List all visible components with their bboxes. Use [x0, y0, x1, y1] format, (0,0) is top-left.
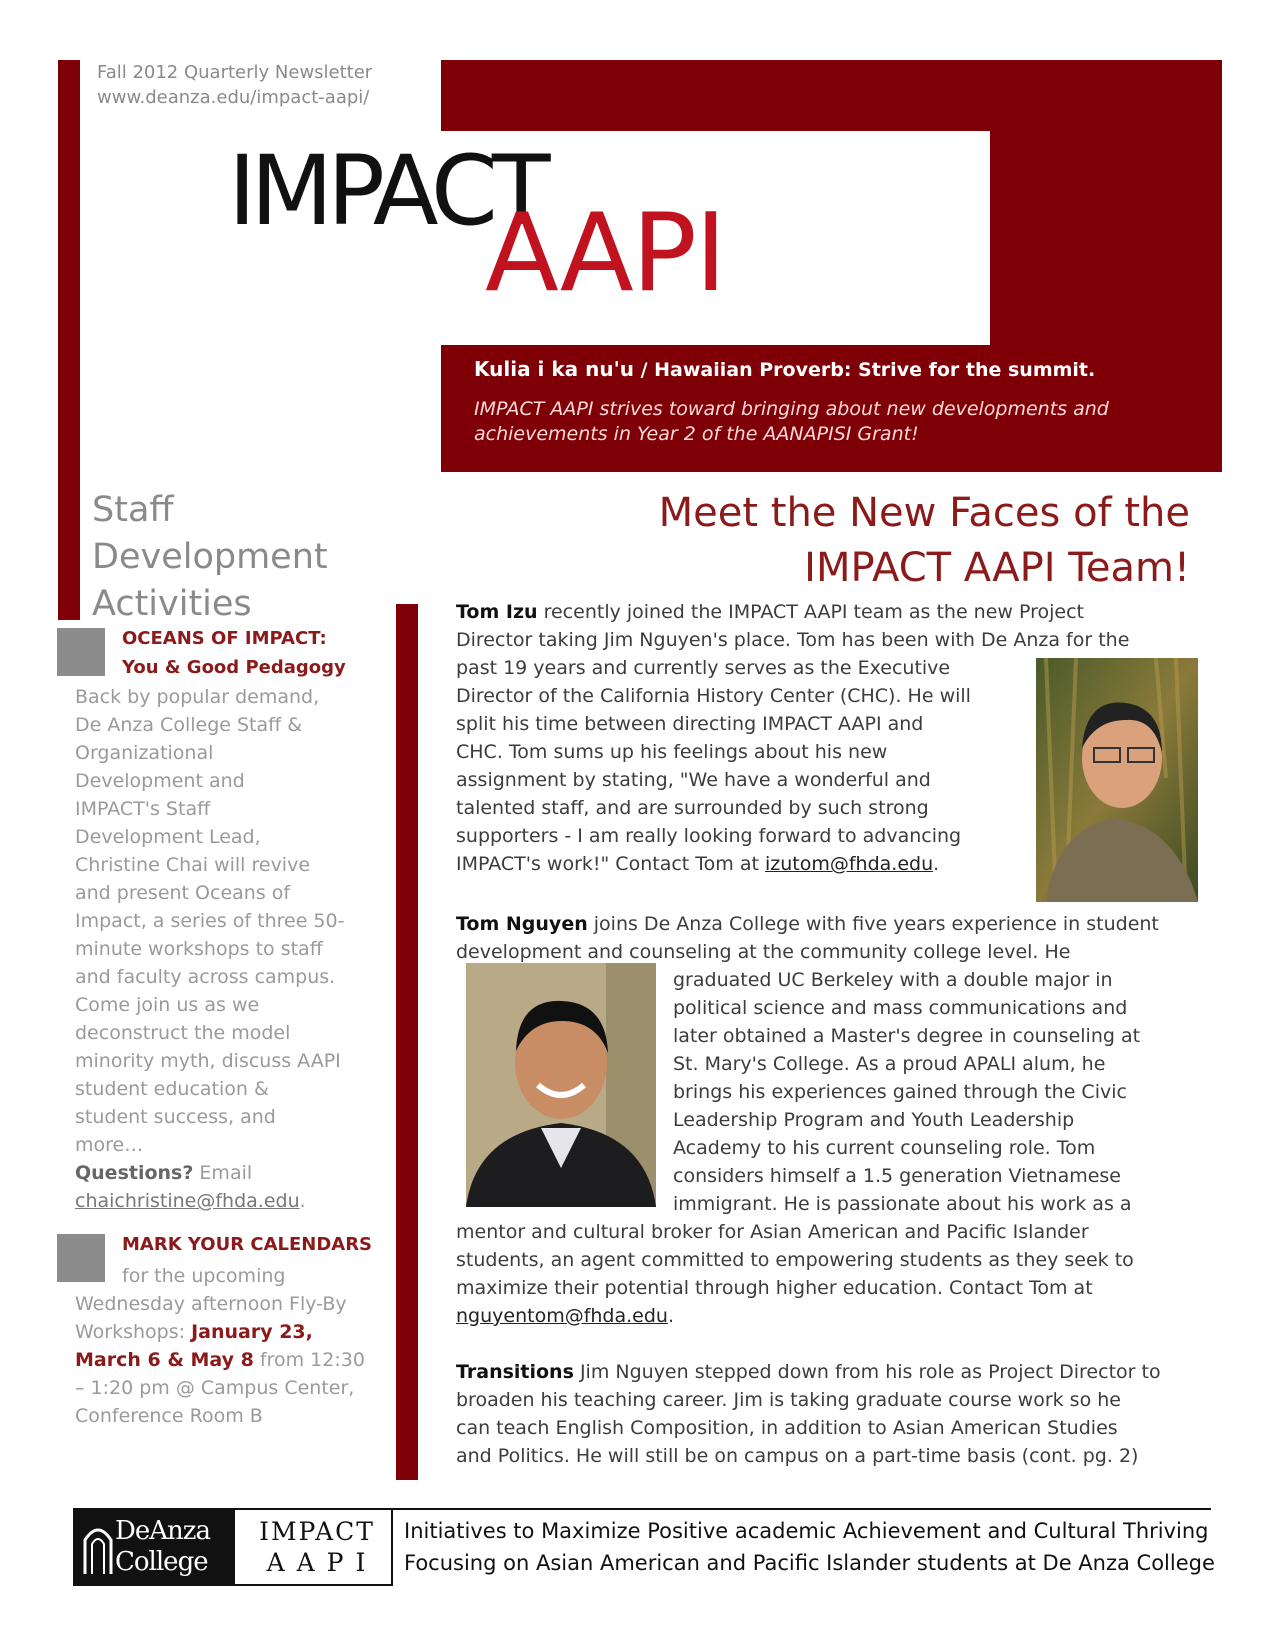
- text-line: [456, 598, 1176, 626]
- date-mar-may: March 6 & May 8: [75, 1349, 254, 1371]
- punctuation: .: [667, 1305, 675, 1327]
- footer-line2: Focusing on Asian American and Pacific Islander students at De Anza College: [404, 1551, 1215, 1575]
- workshops-label: Workshops:: [75, 1321, 192, 1343]
- body-line: [75, 1318, 395, 1346]
- questions-label: Questions?: [75, 1162, 194, 1184]
- text-span: IMPACT's work!" Contact Tom at: [456, 853, 765, 875]
- questions-line: [75, 1159, 375, 1187]
- college-line2: College: [115, 1547, 208, 1577]
- body-line: Organizational: [75, 742, 214, 764]
- oceans-heading-line1: OCEANS OF IMPACT:: [122, 628, 327, 649]
- text-line: can teach English Composition, in addition to Asian American Studies: [456, 1417, 1118, 1439]
- body-line: more…: [75, 1134, 144, 1156]
- footer-logo: [73, 1508, 393, 1586]
- chai-email-link[interactable]: chaichristine@fhda.edu: [75, 1190, 300, 1212]
- text-line: graduated UC Berkeley with a double major in: [673, 969, 1113, 991]
- questions-text: Email: [193, 1162, 253, 1184]
- masthead-aapi: AAPI: [485, 191, 725, 316]
- body-line: Development and: [75, 770, 245, 792]
- tom-nguyen-continued: [456, 1218, 1176, 1330]
- issue-label: Fall 2012 Quarterly Newsletter: [97, 62, 373, 83]
- main-accent-bar: [396, 604, 418, 1480]
- text-line: and Politics. He will still be on campus on a part-time basis (cont. pg. 2): [456, 1445, 1139, 1467]
- nguyen-email-link[interactable]: nguyentom@fhda.edu: [456, 1305, 668, 1327]
- body-line: – 1:20 pm @ Campus Center,: [75, 1377, 355, 1399]
- date-jan: January 23,: [191, 1321, 313, 1343]
- text-line: broaden his teaching career. Jim is taking graduate course work so he: [456, 1389, 1121, 1411]
- impact-aapi-brand: [247, 1516, 387, 1578]
- issue-info: [97, 60, 372, 110]
- body-line: minute workshops to staff: [75, 938, 323, 960]
- body-line: for the upcoming: [122, 1265, 286, 1287]
- body-line: and faculty across campus.: [75, 966, 336, 988]
- body-line: Wednesday afternoon Fly-By: [75, 1293, 347, 1315]
- text-line: Director of the California History Center (CHC). He will: [456, 685, 971, 707]
- text-span: recently joined the IMPACT AAPI team as the new Project: [537, 601, 1084, 623]
- text-line: supporters - I am really looking forward to advancing: [456, 825, 962, 847]
- text-line: CHC. Tom sums up his feelings about his new: [456, 741, 888, 763]
- article-title-line2: IMPACT AAPI Team!: [804, 545, 1190, 591]
- sidebar-title-line: Activities: [92, 584, 252, 624]
- body-line: student success, and: [75, 1106, 276, 1128]
- article-title-line1: Meet the New Faces of the: [658, 490, 1190, 536]
- text-line: [456, 1358, 1196, 1386]
- body-line: De Anza College Staff &: [75, 714, 303, 736]
- text-line: assignment by stating, "We have a wonderful and: [456, 769, 931, 791]
- sidebar-title-line: Development: [92, 537, 328, 577]
- text-line: past 19 years and currently serves as the Executive: [456, 657, 951, 679]
- article-title: [560, 486, 1190, 596]
- text-line: brings his experiences gained through the Civic: [673, 1081, 1127, 1103]
- body-line: [75, 1346, 395, 1374]
- footer-rule: [393, 1508, 1211, 1510]
- text-span: Jim Nguyen stepped down from his role as Project Director to: [573, 1361, 1161, 1383]
- left-accent-bar: [58, 60, 80, 620]
- college-line1: DeAnza: [115, 1516, 210, 1546]
- newsletter-url[interactable]: www.deanza.edu/impact-aapi/: [97, 87, 370, 108]
- text-line: later obtained a Master's degree in counseling at: [673, 1025, 1141, 1047]
- text-line: mentor and cultural broker for Asian American and Pacific Islander: [456, 1221, 1089, 1243]
- email-line: [75, 1187, 375, 1215]
- tom-nguyen-photo: [466, 963, 656, 1207]
- body-line: student education &: [75, 1078, 269, 1100]
- brand-line1: IMPACT: [259, 1517, 375, 1546]
- body-line: Impact, a series of three 50-: [75, 910, 345, 932]
- tom-nguyen-name: Tom Nguyen: [456, 913, 588, 935]
- body-line: deconstruct the model: [75, 1022, 291, 1044]
- college-name: [115, 1516, 210, 1578]
- proverb-translation: / Hawaiian Proverb: Strive for the summit.: [633, 359, 1096, 381]
- body-line: Christine Chai will revive: [75, 854, 311, 876]
- tom-izu-photo: [1036, 658, 1198, 902]
- time-text: from 12:30: [253, 1349, 365, 1371]
- oceans-heading: [122, 624, 346, 682]
- tom-izu-name: Tom Izu: [456, 601, 538, 623]
- text-line: political science and mass communications and: [673, 997, 1128, 1019]
- body-line: IMPACT's Staff: [75, 798, 211, 820]
- footer-tagline: [404, 1515, 1215, 1579]
- text-line: St. Mary's College. As a proud APALI alum, he: [673, 1053, 1106, 1075]
- archway-icon: [83, 1520, 113, 1574]
- calendar-body: [75, 1262, 395, 1430]
- body-line: minority myth, discuss AAPI: [75, 1050, 341, 1072]
- tom-nguyen-wrap-text: [673, 966, 1193, 1218]
- tom-nguyen-paragraph: [456, 910, 1176, 966]
- text-line: Academy to his current counseling role. Tom: [673, 1137, 1096, 1159]
- text-line: [456, 910, 1176, 938]
- text-line: immigrant. He is passionate about his work as a: [673, 1193, 1132, 1215]
- text-line: considers himself a 1.5 generation Vietnamese: [673, 1165, 1121, 1187]
- body-line: Development Lead,: [75, 826, 261, 848]
- text-line: talented staff, and are surrounded by such strong: [456, 797, 929, 819]
- footer-line1: Initiatives to Maximize Positive academic Achievement and Cultural Thriving: [404, 1519, 1209, 1543]
- calendar-heading: MARK YOUR CALENDARS: [122, 1234, 373, 1255]
- sidebar-title: [92, 487, 328, 628]
- text-line: Leadership Program and Youth Leadership: [673, 1109, 1075, 1131]
- de-anza-logo: [75, 1510, 235, 1584]
- body-line: Come join us as we: [75, 994, 260, 1016]
- text-span: joins De Anza College with five years experience in student: [587, 913, 1159, 935]
- proverb-phrase: Kulia i ka nu'u: [474, 357, 634, 381]
- masthead-impact: IMPACT: [228, 135, 545, 247]
- text-line: [456, 1302, 1176, 1330]
- punctuation: .: [933, 853, 940, 875]
- text-line: Director taking Jim Nguyen's place. Tom has been with De Anza for the: [456, 629, 1130, 651]
- oceans-body: [75, 683, 375, 1215]
- brand-line2: A A P I: [266, 1548, 368, 1577]
- tagline: IMPACT AAPI strives toward bringing about new developments and achievements in Year 2 of the AANAPISI Grant!: [474, 398, 1109, 445]
- izu-email-link[interactable]: izutom@fhda.edu: [764, 853, 934, 875]
- text-line: development and counseling at the community college level. He: [456, 941, 1071, 963]
- body-line: Conference Room B: [75, 1405, 263, 1427]
- body-line: Back by popular demand,: [75, 686, 320, 708]
- text-line: split his time between directing IMPACT AAPI and: [456, 713, 924, 735]
- section-square-icon: [57, 628, 105, 676]
- sidebar-title-line: Staff: [92, 490, 174, 530]
- transitions-label: Transitions: [456, 1361, 574, 1383]
- punctuation: .: [299, 1190, 306, 1212]
- body-line: and present Oceans of: [75, 882, 291, 904]
- text-line: students, an agent committed to empowering students as they seek to: [456, 1249, 1134, 1271]
- oceans-heading-line2: You & Good Pedagogy: [122, 657, 346, 678]
- text-line: maximize their potential through higher education. Contact Tom at: [456, 1277, 1093, 1299]
- transitions-paragraph: [456, 1358, 1196, 1470]
- proverb: [474, 357, 1095, 381]
